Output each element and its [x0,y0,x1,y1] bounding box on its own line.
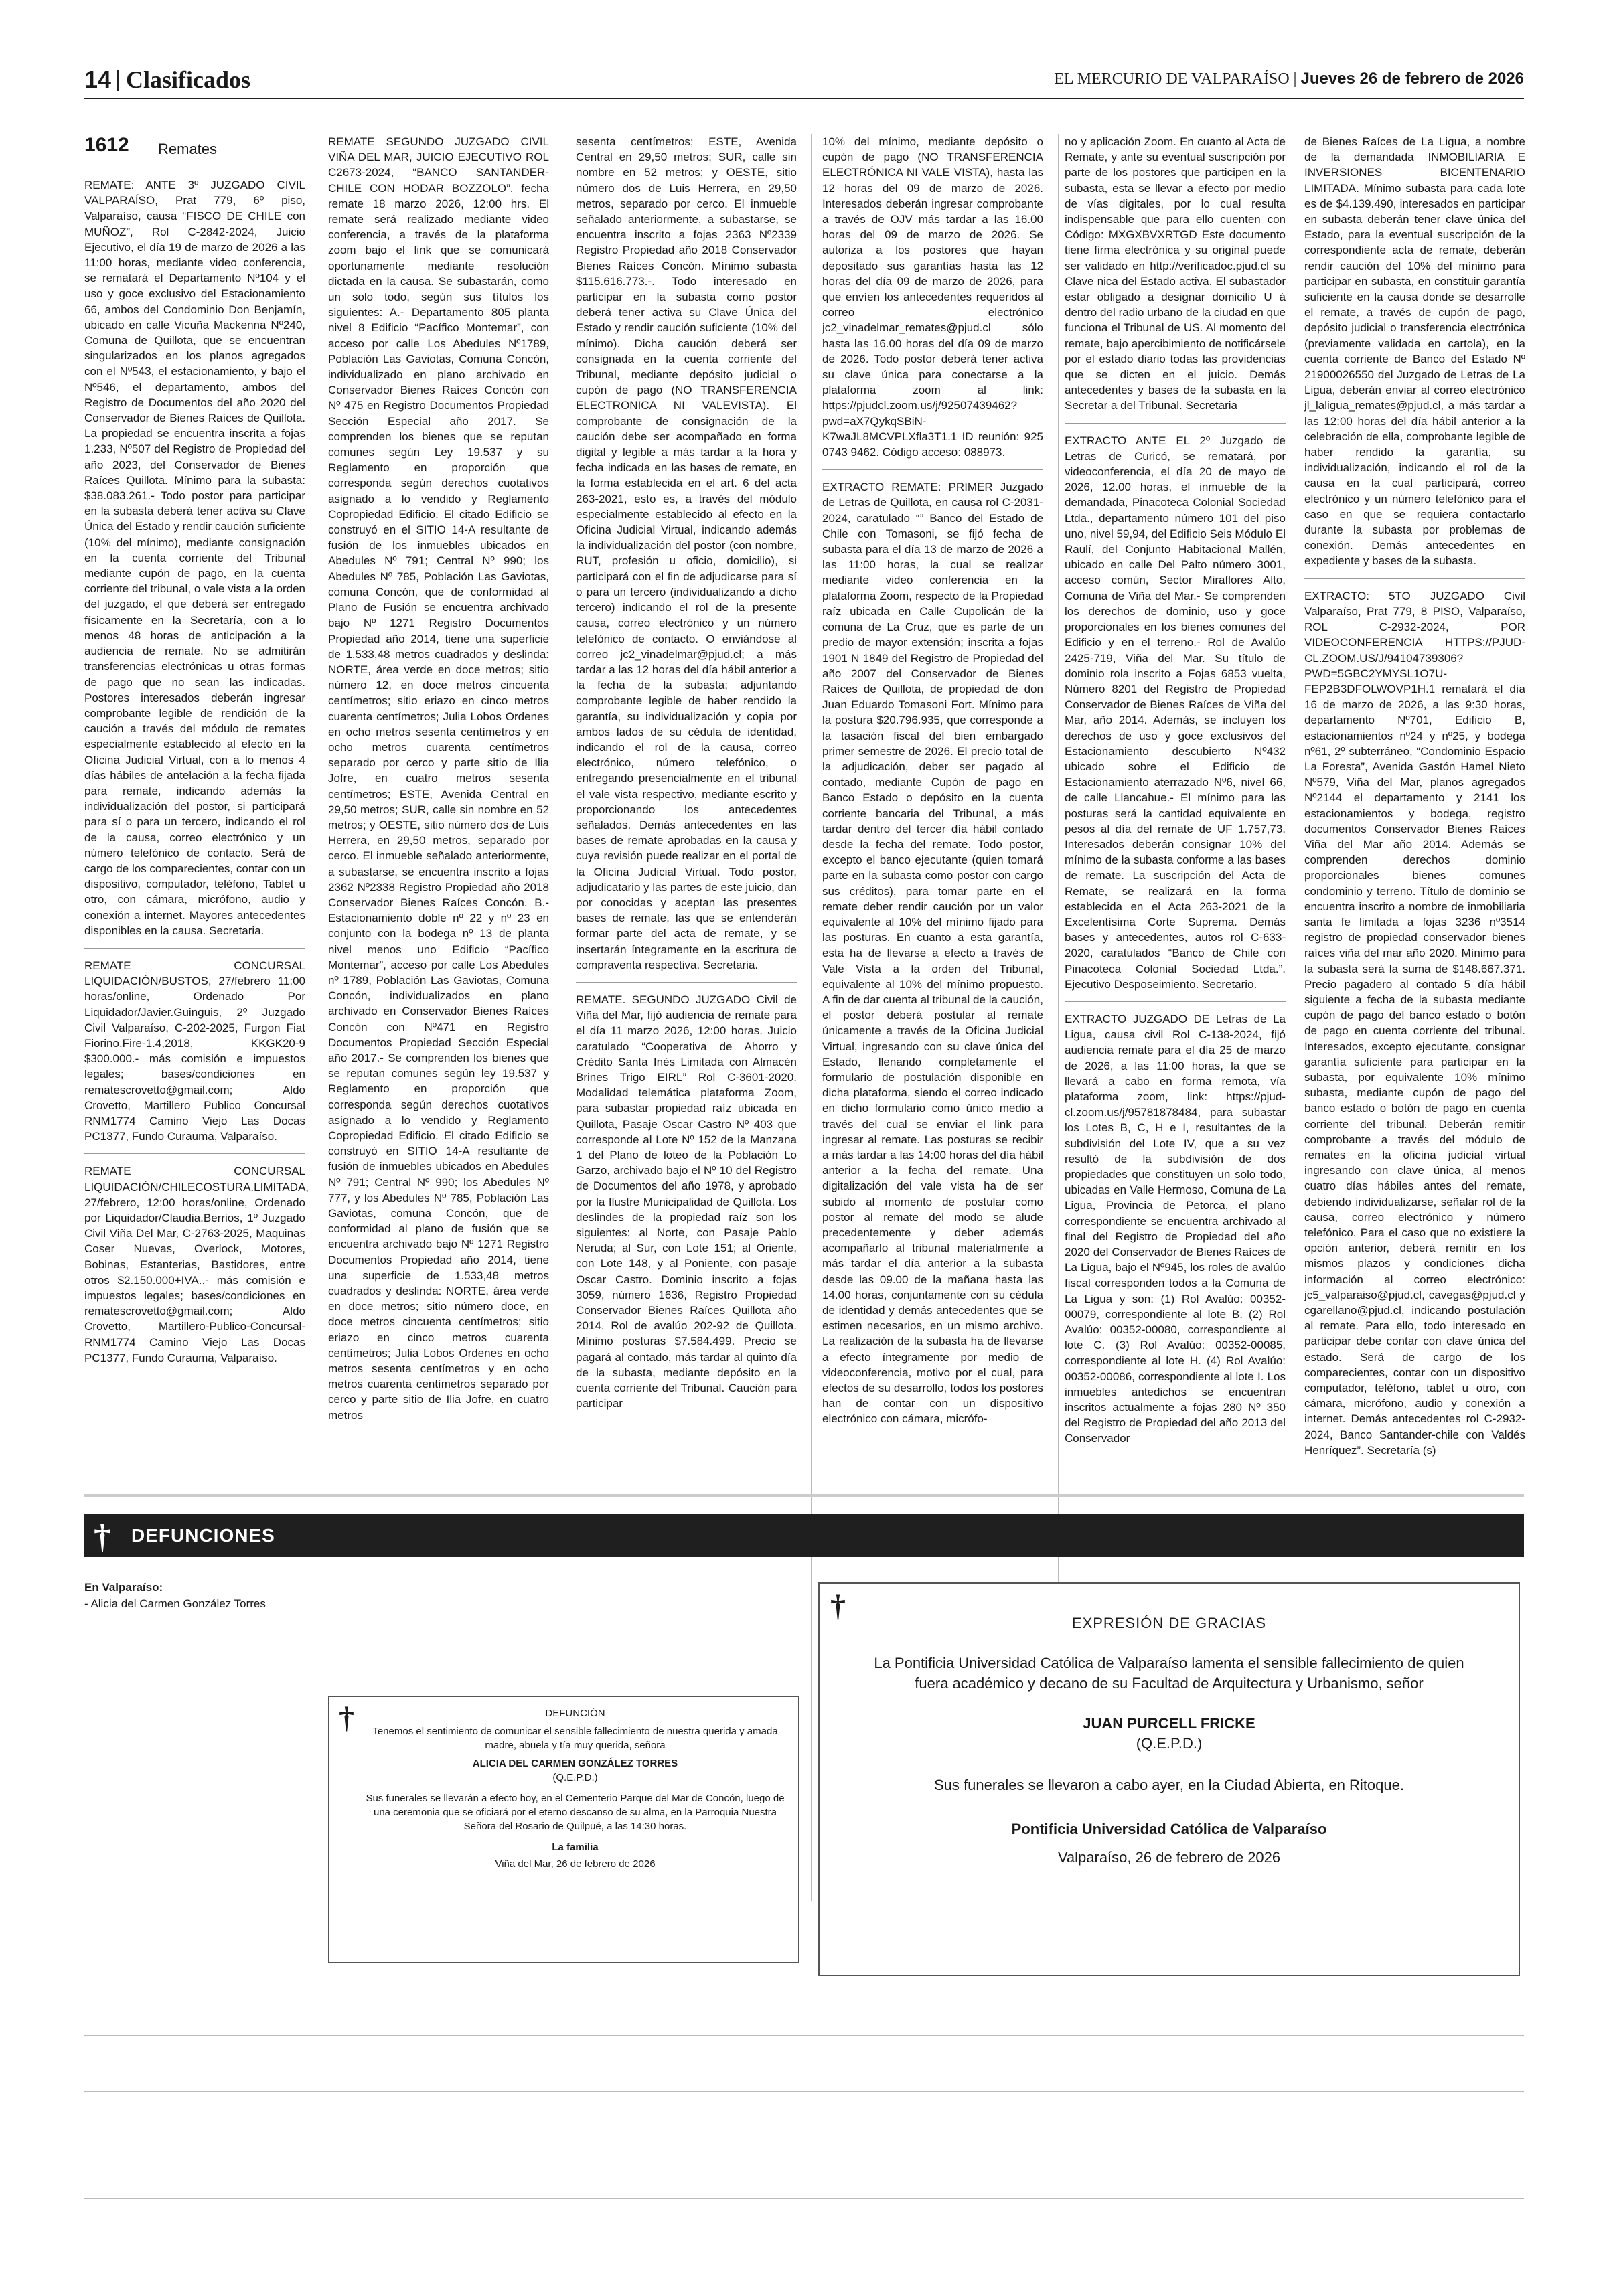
classified-ad: REMATE. SEGUNDO JUZGADO Civil de Viña del Mar, fijó audiencia de remate para el día 11 marzo 2026, 12:00 horas. Juicio caratulado “Cooperativa de Ahorro y Crédito Santa Inés Limitada con Almacén Brines Trigo EIRL” Rol C-3601-2020. Modalidad telemática plataforma Zoom, para subastar propiedad raíz ubicada en Quillota, Pasaje Oscar Castro Nº 403 que corresponde al Lote Nº 152 de la Manzana 1 del Plano de loteo de la Población Lo Garzo, archivado bajo el Nº 10 del Registro de Documentos del año 1978, y aprobado por la Ilustre Municipalidad de Quillota. Los deslindes de la propiedad raíz son los siguientes: al Norte, con Pasaje Pablo Neruda; al Sur, con Lote 151; al Oriente, con Lote 148, y al Poniente, con pasaje Oscar Castro. Dominio inscrito a fojas 3059, número 1636, Registro Propiedad Conservador Bienes Raíces Quillota año 2014. Rol de avalúo 202-92 de Quillota. Mínimo posturas $7.584.499. Precio se pagará al contado, más tardar al quinto día de la subasta, mediante depósito en la cuenta corriente del Tribunal. Caución para participar [576,982,797,1411]
cross-icon: † [339,1700,354,1734]
page-number: 14 [84,66,112,93]
classified-column-6 [1304,134,1525,1467]
classified-column-1 [84,177,309,1375]
notice-signature: Pontificia Universidad Católica de Valparaíso [1011,1821,1327,1837]
classified-ad: REMATE CONCURSAL LIQUIDACIÓN/CHILECOSTURA.LIMITADA, 27/febrero, 12:00 horas/online, Ordenado por Liquidador/Claudia.Berrios, 1º Juzgado Civil Viña Del Mar, C-2763-2025, Maquinas Coser Nuevas, Overlock, Motores, Bobinas, Estanterias, Bastidores, entre otros $2.150.000+IVA..- más comisión e impuestos legales; bases/condiciones en rematescrovetto@gmail.com; Aldo Crovetto, Martillero-Publico-Concursal-RNM1774 Camino Viejo Las Docas PC1377, Fundo Curauma, Valparaíso. [84,1153,305,1366]
notice-heading: EXPRESIÓN DE GRACIAS [1071,1615,1267,1631]
page-rule [84,2091,1524,2092]
page-header [84,64,1524,99]
classified-column-3 [576,134,797,1420]
classified-ad: EXTRACTO REMATE: PRIMER Juzgado de Letras de Quillota, en causa rol C-2031-2024, caratulado “” Banco del Estado de Chile con Tomasoni, se fijó fecha de subasta para el día 13 de marzo de 2026 a las 11:00 horas, la cual se realizar mediante video conferencia en la plataforma Zoom, respecto de la Propiedad raíz ubicada en Calle Cupolicán de la comuna de La Cruz, que es parte de un predio de mayor extensión; inscrita a fojas 1901 N 1849 del Registro de Propiedad del año 2007 del Conservador de Bienes Raíces de Quillota, de propiedad de don Juan Eduardo Tomasoni Fort. Mínimo para la postura $20.796.935, que corresponde a la tasación fiscal del bien embargado primer semestre de 2026. El precio total de la adjudicación, deber ser pagado al contado, mediante Cupón de pago en Banco Estado o depósito en la cuenta corriente bancaria del Tribunal, a más tardar dentro del tercer día hábil contado desde la fecha del remate. Todo postor, excepto el banco ejecutante (quien tomará parte en la subasta como postor con cargo sus créditos), para tomar parte en el remate deber rendir caución por un valor equivalente al 10% del mínimo fijado para las posturas. En cuanto a esta garantía, esta ha de llevarse a efecto a través de Vale Vista a la orden del Tribunal, equivalente al 10% del mínimo propuesto. A fin de dar cuenta al tribunal de la caución, el postor deberá postular al remate únicamente a través de la Oficina Judicial Virtual, ingresando con su clave única del Estado, llenando completamente el formulario de postulación disponible en dicha plataforma, siendo el correo indicado en dicho formulario como único medio a través del cual se enviar el link para ingresar al remate. Las posturas se recibir a más tardar a las 14:00 horas del día hábil anterior a la fecha del remate. Una digitalización del vale vista ha de ser subido al momento de postular como postor al remate del modo se alude precedentemente y deber además acompañarlo al tribunal materialmente a más tardar el día anterior a la subasta desde las 09.00 de la mañana hasta las 14.00 horas, conjuntamente con su cédula de identidad y demás antecedentes que se estimen necesarios, en un mismo archivo. La realización de la subasta ha de llevarse a efecto íntegramente por medio de videoconferencia, motivo por el cual, para efectos de su desarrollo, todos los postores han de contar con un dispositivo electrónico con cámara, micrófo- [822,469,1043,1426]
defunciones-title: DEFUNCIONES [131,1525,275,1546]
classified-ad: REMATE CONCURSAL LIQUIDACIÓN/BUSTOS, 27/febrero 11:00 horas/online, Ordenado Por Liquidador/Javier.Guinguis, 2º Juzgado Civil Valparaíso, C-202-2025, Furgon Fiat Fiorino.Fire-1.4,2018, KKGK20-9 $300.000.- más comisión e impuestos legales; bases/condiciones en rematescrovetto@gmail.com; Aldo Crovetto, Martillero Publico Concursal RNM1774 Camino Viejo Las Docas PC1377, Fundo Curauma, Valparaíso. [84,948,305,1144]
deaths-entry: - Alicia del Carmen González Torres [84,1597,266,1610]
column-rule [811,134,812,1901]
classified-ad: REMATE SEGUNDO JUZGADO CIVIL VIÑA DEL MAR, JUICIO EJECUTIVO ROL C2673-2024, “BANCO SANTANDER-CHILE CON HODAR BOZZOLO”. fecha remate 18 marzo 2026, 12:00 hrs. El remate será realizado mediante video conferencia, a través de la plataforma zoom bajo el link que se comunicará oportunamente mediante resolución dictada en la causa. Se subastarán, como un solo todo, según sus títulos los siguientes: A.- Departamento 805 planta nivel 8 Edificio “Pacífico Montemar”, con acceso por calle Los Abedules Nº1789, Población Las Gaviotas, Comuna Concón, individualizado en plano archivado en Conservador Bienes Raíces Concón con Nº 475 en Registro Documentos Propiedad Sección Especial año 2017. Se comprenden los bienes que se reputan comunes según Ley 19.537 y su Reglamento en proporción que corresponda según derechos cuotativos asignado a lo vendido y Reglamento Copropiedad Edificio. El citado Edificio se construyó en el SITIO 14-A resultante de fusión de los inmuebles ubicados en Abedules Nº 791; Central Nº 990; los Abedules Nº 785, Población Las Gaviotas, comuna Concón, que de conformidad al Plano de Fusión se encuentra archivado bajo Nº 1271 Registro Documentos Propiedad año 2014, tiene una superficie de 1.533,48 metros cuadrados y deslinda: NORTE, área verde en doce metros; sitio número 12, en doce metros cincuenta centímetros; sitio eriazo en cinco metros cuarenta centímetros; Julia Lobos Ordenes en ocho metros sesenta centímetros y en ocho metros cuarenta centímetros separado por cerco y parte sitio de Ilia Jofre, en cuatro metros sesenta centímetros; ESTE, Avenida Central en 29,50 metros; SUR, calle sin nombre en 52 metros; y OESTE, sitio número dos de Luis Herrera, en 29,50 metros, separado por cerco. El inmueble señalado anteriormente, a subastarse, se encuentra inscrito a fojas 2362 Nº2338 Registro Propiedad año 2018 Conservador Bienes Raíces Concón. B.- Estacionamiento doble nº 22 y nº 23 en conjunto con la bodega nº 13 de planta nivel menos uno Edificio “Pacífico Montemar”, acceso por calle Los Abedules nº 1789, Población Las Gaviotas, Comuna Concón, individualizados en plano archivado en Conservador Bienes Raíces Concón con Nº471 en Registro Documentos Propiedad Sección Especial año 2017.- Se comprenden los bienes que se reputan comunes según ley 19.537 y Reglamento en proporción que corresponda según derechos cuotativos asignado a lo vendido y Reglamento Copropiedad Edificio. El citado Edificio se construyó en SITIO 14-A resultante de fusión de inmuebles ubicados en Abedules Nº 791; Central Nº 990; los Abedules Nº 777, y los Abedules Nº 785, Población Las Gaviotas, comuna Concón, que de conformidad al plano de fusión que se encuentra archivado bajo Nº 1271 Registro Documentos Propiedad año 2014, tiene una superficie de 1.533,48 metros cuadrados y deslinda: NORTE, área verde en doce metros; sitio número doce, en doce metros cincuenta centímetros; sitio eriazo en cinco metros cuarenta centímetros; Julia Lobos Ordenes en ocho metros sesenta centímetros y en ocho metros cuarenta centímetros separado por cerco y parte sitio de Ilia Jofre, en cuatro metros [328,135,549,1422]
notice-place-date: Valparaíso, 26 de febrero de 2026 [1057,1849,1281,1866]
notice-place-date: Viña del Mar, 26 de febrero de 2026 [495,1858,656,1870]
notice-intro: Tenemos el sentimiento de comunicar el sensible fallecimiento de nuestra querida y amada madre, abuela y tía muy querida, señora [372,1726,778,1751]
notice-qepd: (Q.E.P.D.) [1136,1735,1203,1752]
cross-icon: † [94,1518,111,1556]
page-rule [84,2198,1524,2199]
classified-column-4 [822,134,1043,1437]
issue-date: Jueves 26 de febrero de 2026 [1300,70,1524,88]
notice-signature: La familia [552,1841,599,1853]
deaths-list [84,1580,266,1612]
page-rule [84,2035,1524,2036]
notice-name: ALICIA DEL CARMEN GONZÁLEZ TORRES [472,1758,678,1769]
section-title: Clasificados [126,66,251,93]
classified-ad: de Bienes Raíces de La Ligua, a nombre de la demandada INMOBILIARIA E INVERSIONES BICENTENARIO LIMITADA. Mínimo subasta para cada lote es de $4.139.490, interesados en participar en subasta deberán tener clave única del Estado, para la eventual suscripción de la correspondiente acta de remate, deberán rendir caución del 10% del mínimo para participar en subasta, en constituir garantía suficiente en la causa donde se desarrolle el remate, a través de cupón de pago, depósito judicial o transferencia electrónica (previamente validada en cartola), en la cuenta corriente de Banco del Estado Nº 21900026550 del Juzgado de Letras de La Ligua, deberán enviar al correo electrónico jl_laligua_remates@pjud.cl, a más tardar a las 12:00 horas del día hábil anterior a la celebración de ella, comprobante legible de haber rendido la garantía, su individualización, indicando el rol de la causa en la cual participará, correo electrónico y un número telefónico para el caso en que se requiera contactarlo durante la subasta por problemas de conexión. Demás antecedentes en expediente y bases de la subasta. [1304,135,1525,568]
death-notice-small [328,1696,799,1963]
notice-qepd: (Q.E.P.D.) [552,1772,598,1783]
notice-intro: La Pontificia Universidad Católica de Valparaíso lamenta el sensible fallecimiento de quien fuera académico y decano de su Facultad de Arquitectura y Urbanismo, señor [874,1655,1464,1692]
category-code: 1612 [84,134,129,156]
classified-ad: sesenta centímetros; ESTE, Avenida Central en 29,50 metros; SUR, calle sin nombre en 52 metros; y OESTE, sitio número dos de Luis Herrera, en 29,50 metros, separado por cerco. El inmueble señalado anteriormente, a subastarse, se encuentra inscrito a fojas 2363 Nº2339 Registro Propiedad año 2018 Conservador Bienes Raíces Concón. Mínimo subasta $115.616.773.-. Todo interesado en participar en la subasta como postor deberá tener activa su Clave Única del Estado y rendir caución suficiente (10% del mínimo). Dicha caución deberá ser consignada en la cuenta corriente del Tribunal, mediante depósito judicial o cupón de pago (NO TRANSFERENCIA ELECTRONICA NI VALEVISTA). El comprobante de consignación de la caución debe ser acompañado en forma digital y legible a más tardar a la hora y fecha indicada en las bases de remate, en la forma establecida en el art. 6 del acta 263-2021, esto es, a través del módulo especialmente establecido al efecto en la Oficina Judicial Virtual, indicando además la individualización del postor (con nombre, RUT, profesión u oficio, domicilio), si participará con el fin de adjudicarse para sí o para un tercero (individualizando a dicho tercero) indicando el rol de la presente causa, correo electrónico y un número telefónico de contacto. O enviándose al correo jc2_vinadelmar@pjud.cl; a más tardar a las 12 horas del día hábil anterior a la fecha de la subasta; adjuntando comprobante legible de haber rendido la garantía, su individualización y copia por ambos lados de su cédula de identidad, indicando el rol de la causa, correo electrónico, número telefónico, o entregando presencialmente en el tribunal el vale vista respectivo, mediante escrito y proporcionando los antecedentes señalados. Demás antecedentes en las bases de remate aprobadas en la causa y cuya revisión puede realizar en el portal de la Oficina Judicial Virtual. Todo postor, adjudicatario y las partes de este juicio, dan por conocidas y aceptan las presentes bases de remate, las que se entenderán formar parte del acta de remate, y se insertarán íntegramente en la escritura de compraventa respectiva. Secretaria. [576,135,797,971]
classified-column-2 [328,134,549,1432]
classified-ad: EXTRACTO: 5TO JUZGADO Civil Valparaíso, Prat 779, 8 PISO, Valparaíso, ROL C-2932-2024, POR VIDEOCONFERENCIA HTTPS://PJUD-CL.ZOOM.US/J/94104739306?PWD=5GBC2YMYSL1O7U-FEP2B3DFOLWOVP1H.1 rematará el día 16 de marzo de 2026, a las 9:30 horas, departamento Nº701, Edificio B, estacionamientos nº24 y nº25, y bodega nº61, 2º subterráneo, “Condominio Espacio La Foresta”, Avenida Gastón Hamel Nieto Nº579, Viña del Mar, planos agregados Nº2144 el departamento y 2141 los estacionamientos y bodega, registro documentos Conservador Bienes Raíces Viña del Mar año 2014. Además se comprenden derechos dominio proporcionales bienes comunes condominio y terreno. Título de dominio se encuentra inscrito a nombre de inmobiliaria santa fe limitada a fojas 3236 nº3514 registro de propiedad conservador bienes raíces viña del mar año 2020. Mínimo para la subasta será la suma de $148.667.371. Precio pagadero al contado 5 día hábil siguiente a fecha de la subasta mediante cupón de pago del banco estado o botón de pago en cuenta corriente del tribunal. Interesados, excepto ejecutante, consignar garantía suficiente para participar en la subasta, por equivalente 10% mínimo subasta, mediante cupón de pago del banco estado o botón de pago en cuenta corriente del tribunal. Deberán remitir comprobante a través del módulo de remates en la oficina judicial virtual ingresando con clave única, al menos cuatro días hábiles antes del remate, debiendo individualizarse, señalar rol de la causa, correo electrónico y número telefónico. Para el caso que no existiere la opción anterior, deberá remitir en los mismos plazos y condiciones dicha información al correo electrónico: jc5_valparaiso@pjud.cl, cavegas@pjud.cl y cgarellano@pjud.cl, indicando postulación al remate. Para ello, todo interesado en participar debe contar con clave única del estado. Será de cargo de los comparecientes, contar con un dispositivo computador, teléfono, tablet u otro, con cámara, micrófono, audio y conexión a internet. Demás antecedentes rol C-2932-2024, Banco Santander-chile con Valdés Henríquez”. Secretaría (s) [1304,578,1525,1458]
classified-ad: no y aplicación Zoom. En cuanto al Acta de Remate, y ante su eventual suscripción por parte de los postores que participen en la subasta, esta se llevar a efecto por medio de vías digitales, por lo cual resulta indispensable que para ello cuenten con Código: MXGXBVXRTGD Este documento tiene firma electrónica y su original puede ser validado en http://verificadoc.pjud.cl su Clave nica del Estado activa. El subastador estar obligado a designar domicilio U á dentro del radio urbano de la ciudad en que funciona el Tribunal de US. Al momento del remate, bajo apercibimiento de notificársele por el estado diario todas las providencias que se dicten en el juicio. Demás antecedentes y bases de la subasta en la Secretar a del Tribunal. Secretaria [1065,135,1286,412]
cross-icon: † [830,1588,846,1623]
header-divider [117,70,119,91]
classified-ad: 10% del mínimo, mediante depósito o cupón de pago (NO TRANSFERENCIA ELECTRÓNICA NI VALE VISTA), hasta las 12 horas del 09 de marzo de 2026. Interesados deberán ingresar comprobante a través de OJV más tardar a las 16.00 horas del 09 de marzo de 2026. Se autoriza a los postores que hayan depositado sus garantías hasta las 12 horas del día 09 de marzo de 2026, para que envíen los antecedentes requeridos al correo electrónico jc2_vinadelmar_remates@pjud.cl sólo hasta las 16.00 horas del día 09 de marzo de 2026. Todo postor deberá tener activa su clave única para conectarse a la plataforma zoom al link: https://pjudcl.zoom.us/j/92507439462?pwd=aX7QykqSBiN-K7waJL8MCVPLXfla3T1.1 ID reunión: 925 0743 9462. Código acceso: 088973. [822,135,1043,459]
notice-heading: DEFUNCIÓN [545,1708,605,1719]
notice-details: Sus funerales se llevaron a cabo ayer, en la Ciudad Abierta, en Ritoque. [933,1777,1404,1793]
masthead: EL MERCURIO DE VALPARAÍSO | Jueves 26 de febrero de 2026 [1054,70,1524,88]
category-label: Remates [158,141,218,157]
death-notice-large [818,1582,1520,1976]
notice-name: JUAN PURCELL FRICKE [1083,1715,1255,1732]
classified-column-5 [1065,134,1286,1456]
newspaper-name: EL MERCURIO DE VALPARAÍSO [1054,70,1290,88]
notice-details: Sus funerales se llevarán a efecto hoy, en el Cementerio Parque del Mar de Concón, luego de una ceremonia que se oficiará por el eterno descanso de su alma, en la Parroquia Nuestra Señora del Rosario de Quilpué, a las 14:30 horas. [366,1793,785,1832]
classified-ad: REMATE: ANTE 3º JUZGADO CIVIL VALPARAÍSO, Prat 779, 6º piso, Valparaíso, causa “FISCO DE CHILE con MUÑOZ”, Rol C-2842-2024, Juicio Ejecutivo, el día 19 de marzo de 2026 a las 11:00 horas, mediante video conferencia, se rematará el Departamento Nº104 y el uso y goce exclusivo del Estacionamiento 66, ambos del Condominio Don Benjamín, ubicado en calle Vicuña Mackenna Nº240, Comuna de Quillota, que se encuentran singularizados en los planos agregados con el Nº543, el estacionamiento, y bajo el Nº546, el departamento, ambos del Registro de Documentos del año 2020 del Conservador de Bienes Raíces de Quillota. La propiedad se encuentra inscrita a fojas 1.233, Nº507 del Registro de Propiedad del año 2023, del Conservador de Bienes Raíces Quillota. Mínimo para la subasta: $38.083.261.- Todo postor para participar en la subasta deberá tener activa su Clave Única del Estado y rendir caución suficiente (10% del mínimo), mediante consignación en la cuenta corriente del Tribunal mediante cupón de pago, en la cuenta corriente del tribunal, o vale vista a la orden del juzgado, el que deberá ser entregado físicamente en la Secretaría, con a lo menos 48 horas de anticipación a la audiencia de remate. No se admitirán transferencias electrónicas u otras formas de pago que no sean las indicadas. Postores interesados deberán ingresar comprobante legible de rendición de la caución a través del módulo de remates especialmente establecido al efecto en la Oficina Judicial Virtual, con a lo menos 4 días hábiles de antelación a la fecha fijada para remate, indicando además la individualización del postor, si participará para sí o para un tercero, indicando el rol de la causa, correo electrónico y un número telefónico de contacto. Será de cargo de los comparecientes, contar con un dispositivo, computador, teléfono, Tablet u otro, con cámara, micrófono, audio y conexión a internet. Mayores antecedentes disponibles en la causa. Secretaria. [84,179,305,937]
defunciones-banner [84,1514,1524,1557]
classified-ad: EXTRACTO JUZGADO DE Letras de La Ligua, causa civil Rol C-138-2024, fijó audiencia remate para el día 25 de marzo de 2026, a las 11:00 horas, la que se llevará a cabo en forma remota, vía plataforma zoom, link: https://pjud-cl.zoom.us/j/95781878484, para subastar los Lotes B, C, H e I, resultantes de la subdivisión del Lote IV, que a su vez resultó de la subdivisión de dos propiedades que constituyen un solo todo, ubicadas en Valle Hermoso, Comuna de La Ligua, Provincia de Petorca, el plano correspondiente se encuentra archivado al final del Registro de Propiedad del año 2020 del Conservador de Bienes Raíces de La Ligua, bajo el Nº945, los roles de avalúo fiscal corresponden todos a la Comuna de La Ligua y son: (1) Rol Avalúo: 00352-00079, correspondiente al lote B. (2) Rol Avalúo: 00352-00080, correspondiente al lote C. (3) Rol Avalúo: 00352-00085, correspondiente al lote H. (4) Rol Avalúo: 00352-00086, correspondiente al lote I. Los inmuebles antedichos se encuentran inscritos actualmente a fojas 280 Nº 350 del Registro de Propiedad del año 2013 del Conservador [1065,1001,1286,1447]
section-rule [84,1494,1524,1497]
deaths-city: En Valparaíso: [84,1581,163,1594]
classified-ad: EXTRACTO ANTE EL 2º Juzgado de Letras de Curicó, se rematará, por videoconferencia, el día 20 de mayo de 2026, 12.00 horas, el inmueble de la demandada, Pinacoteca Colonial Sociedad Ltda., departamento número 101 del piso uno, nivel 59,94, del Edificio Seis Módulo El Raulí, del Conjunto Habitacional Mallén, ubicado en calle Del Palto número 3001, acceso común, Sector Miraflores Alto, Comuna de Viña del Mar.- Se comprenden los derechos de dominio, uso y goce proporcionales en los bienes comunes del Edificio y en el terreno.- Rol de Avalúo 2425-719, Viña del Mar. Su título de dominio rola inscrito a Fojas 6853 vuelta, Número 8201 del Registro de Propiedad Conservador de Bienes Raíces de Viña del Mar, año 2014. Además, se incluyen los derechos de uso y goce exclusivos del Estacionamiento descubierto Nº432 ubicado sobre el Edificio de Estacionamiento aterrazado Nº6, nivel 66, de calle Llancahue.- El mínimo para las posturas será la cantidad equivalente en pesos al día del remate de UF 1.757,73. Interesados deberán consignar 10% del mínimo de la subasta conforme a las bases de remate. La suscripción del Acta de Remate, se realizará en la forma establecida en el Acta 263-2021 de la Excelentísima Corte Suprema. Demás bases y antecedentes, autos rol C-633-2020, caratulados “Banco de Chile con Pinacoteca Colonial Sociedad Ltda.”. Ejecutivo Desposeimiento. Secretario. [1065,423,1286,992]
